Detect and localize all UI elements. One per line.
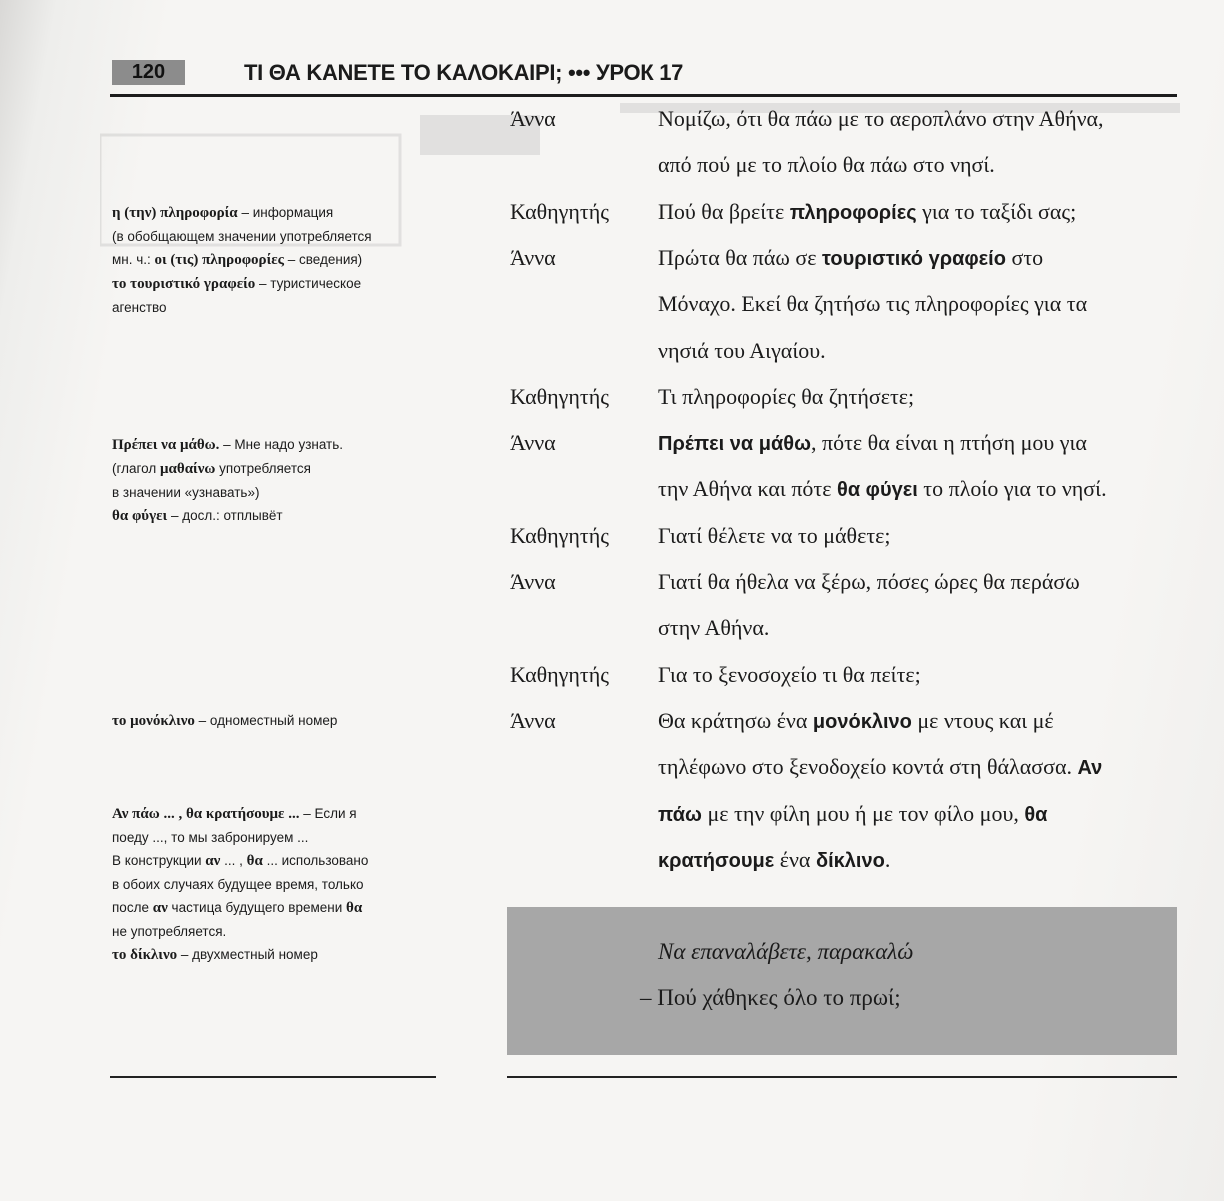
page-number: 120 (112, 60, 185, 85)
text-run: поеду ..., то мы забронируем ... (112, 830, 309, 845)
vocab-note-line (112, 709, 442, 733)
bold-term: Πρέπει να μάθω (658, 433, 811, 456)
text-run: Γιατί θέλετε να το μάθετε; (658, 522, 891, 548)
text-run: мн. ч.: (112, 252, 155, 267)
text-run: ... , (220, 853, 247, 868)
speaker-name: Άννα (510, 430, 556, 456)
dialogue-line (658, 615, 769, 641)
dialogue-line (658, 199, 1076, 225)
repeat-exercise-line: – Πού χάθηκες όλο το πρωί; (640, 985, 901, 1010)
dialogue-line (658, 291, 1087, 317)
bold-term: πληροφορίες (789, 201, 917, 224)
footer-rule-right (507, 1076, 1177, 1078)
dialogue-line (658, 847, 890, 873)
text-run: – Мне надо узнать. (219, 437, 344, 452)
text-run: στο (1005, 244, 1044, 270)
text-run: не употребляется. (112, 924, 227, 939)
bold-term: θα (346, 900, 363, 916)
speaker-name: Άννα (510, 707, 556, 733)
vocab-note (112, 201, 442, 319)
text-run: Μόναχο. Εκεί θα ζητήσω τις πληροφορίες για τα (658, 291, 1088, 317)
text-run: в значении «узнавать») (112, 485, 260, 500)
text-run: употребляется (215, 461, 311, 476)
bold-term: θα (1024, 803, 1048, 826)
vocab-note (112, 709, 442, 733)
dialogue-line (658, 106, 1104, 132)
vocab-note-line (112, 296, 442, 319)
speaker-name: Καθηγητής (510, 661, 609, 687)
text-run: Πού θα βρείτε (658, 198, 790, 224)
bold-term: αν (205, 853, 221, 869)
text-run: (в обобщающем значении употребляется (112, 229, 372, 244)
text-run: Θα κράτησω ένα (658, 707, 813, 733)
bold-term: Πρέπει να μάθω. (112, 437, 220, 453)
text-run: частица будущего времени (167, 900, 346, 915)
dialogue-line (658, 338, 826, 364)
bold-term: θα φύγει (837, 479, 918, 502)
bold-term: δίκλινο (815, 849, 885, 872)
bold-term: μαθαίνω (159, 461, 216, 477)
bold-term: μονόκλινο (812, 710, 912, 733)
bold-term: θα φύγει (112, 508, 168, 524)
vocab-note-line (112, 225, 442, 248)
speaker-name: Άννα (510, 106, 556, 131)
bold-term: το δίκλινο (112, 947, 178, 963)
text-run: από πού με το πλοίο θα πάω στο νησί. (658, 152, 995, 178)
text-run: με ντους και μέ (911, 707, 1054, 733)
text-run: Για το ξενοσοχείο τι θα πείτε; (658, 661, 921, 687)
text-run: – информация (237, 205, 334, 220)
text-run: Νομίζω, ότι θα πάω με το αεροπλάνο στην Αθήνα, (658, 106, 1104, 131)
dialogue-line (658, 430, 1087, 456)
footer-rule-left (110, 1076, 436, 1078)
text-run: – двухместный номер (177, 947, 318, 962)
text-run: νησιά του Αιγαίου. (658, 337, 826, 363)
speaker-name: Καθηγητής (510, 522, 609, 548)
text-run: В конструкции (112, 853, 206, 868)
bold-term: το μονόκλινο (112, 713, 195, 729)
text-run: после (112, 900, 153, 915)
text-run: – туристическое (255, 276, 362, 291)
text-run: , πότε θα είναι η πτήση μου για (810, 430, 1087, 456)
bold-term: η (την) πληροφορία (112, 205, 238, 221)
vocab-note-line (112, 826, 442, 849)
text-run: το πλοίο για το νησί. (917, 476, 1107, 502)
text-run: ... использовано (262, 853, 369, 868)
vocab-note-line (112, 457, 442, 481)
text-run: με την φίλη μου ή με τον φίλο μου, (701, 800, 1025, 826)
dialogue-line (658, 152, 995, 178)
text-run: – одноместный номер (194, 713, 338, 728)
bold-term: τουριστικό γραφείο (822, 247, 1006, 270)
vocab-note-line (112, 849, 442, 873)
bold-term: θα (246, 853, 263, 869)
text-run: ένα (774, 846, 816, 872)
text-run: агенство (112, 300, 167, 315)
text-run: (глагол (112, 461, 160, 476)
speaker-name: Καθηγητής (510, 198, 609, 224)
bold-term: οι (τις) πληροφορίες (154, 252, 284, 268)
text-run: в обоих случаях будущее время, только (112, 877, 364, 892)
speaker-name: Άννα (510, 569, 556, 594)
vocab-note-line (112, 504, 442, 528)
vocab-note-line (112, 433, 442, 457)
text-run: στην Αθήνα. (658, 615, 770, 641)
text-run: την Αθήνα και πότε (658, 476, 838, 502)
vocab-note-line (112, 802, 442, 826)
vocab-note-line (112, 272, 442, 296)
dialogue-line (658, 754, 1102, 780)
bold-term: αν (152, 900, 168, 916)
text-run: – сведения) (283, 252, 363, 267)
vocab-note-line (112, 920, 442, 943)
speaker-name: Άννα (510, 244, 556, 270)
bold-term: κρατήσουμε (658, 849, 775, 872)
bold-term: πάω (658, 803, 702, 826)
bold-term: Αν πάω ... , θα κρατήσουμε ... (112, 806, 300, 822)
text-run: Γιατί θα ήθελα να ξέρω, πόσες ώρες θα περάσω (658, 569, 1080, 594)
vocab-note-line (112, 201, 442, 225)
text-run: . (884, 846, 891, 872)
vocab-note (112, 433, 442, 528)
vocab-note-line (112, 943, 442, 967)
text-run: – досл.: отплывёт (167, 508, 283, 523)
text-run: για το ταξίδι σας; (916, 198, 1077, 224)
repeat-exercise-title: Να επαναλάβετε, παρακαλώ (658, 939, 914, 964)
bold-term: Αν (1077, 757, 1103, 780)
dialogue-line (658, 476, 1107, 502)
dialogue-line (658, 523, 891, 549)
running-head: ΤΙ ΘΑ ΚΑΝΕΤΕ ΤΟ ΚΑΛΟΚΑΙΡΙ; ••• УРОК 17 (244, 60, 684, 85)
vocab-note-line (112, 896, 442, 920)
dialogue-line (658, 708, 1054, 734)
dialogue-line (658, 801, 1047, 827)
dialogue-line (658, 245, 1043, 271)
dialogue-line (658, 662, 921, 688)
repeat-exercise-box (507, 907, 1177, 1055)
vocab-note-line (112, 248, 442, 272)
dialogue-line (658, 384, 914, 410)
text-run: – Если я (299, 806, 357, 821)
vocab-note-line (112, 481, 442, 504)
vocab-note (112, 802, 442, 967)
header-rule (110, 94, 1177, 97)
bold-term: το τουριστικό γραφείο (112, 276, 256, 292)
vocab-note-line (112, 873, 442, 896)
dialogue-line (658, 569, 1080, 595)
text-run: τηλέφωνο στο ξενοδοχείο κοντά στη θάλασσα. (658, 754, 1078, 780)
speaker-name: Καθηγητής (510, 383, 609, 409)
text-run: Τι πληροφορίες θα ζητήσετε; (658, 383, 915, 409)
text-run: Πρώτα θα πάω σε (658, 244, 822, 270)
